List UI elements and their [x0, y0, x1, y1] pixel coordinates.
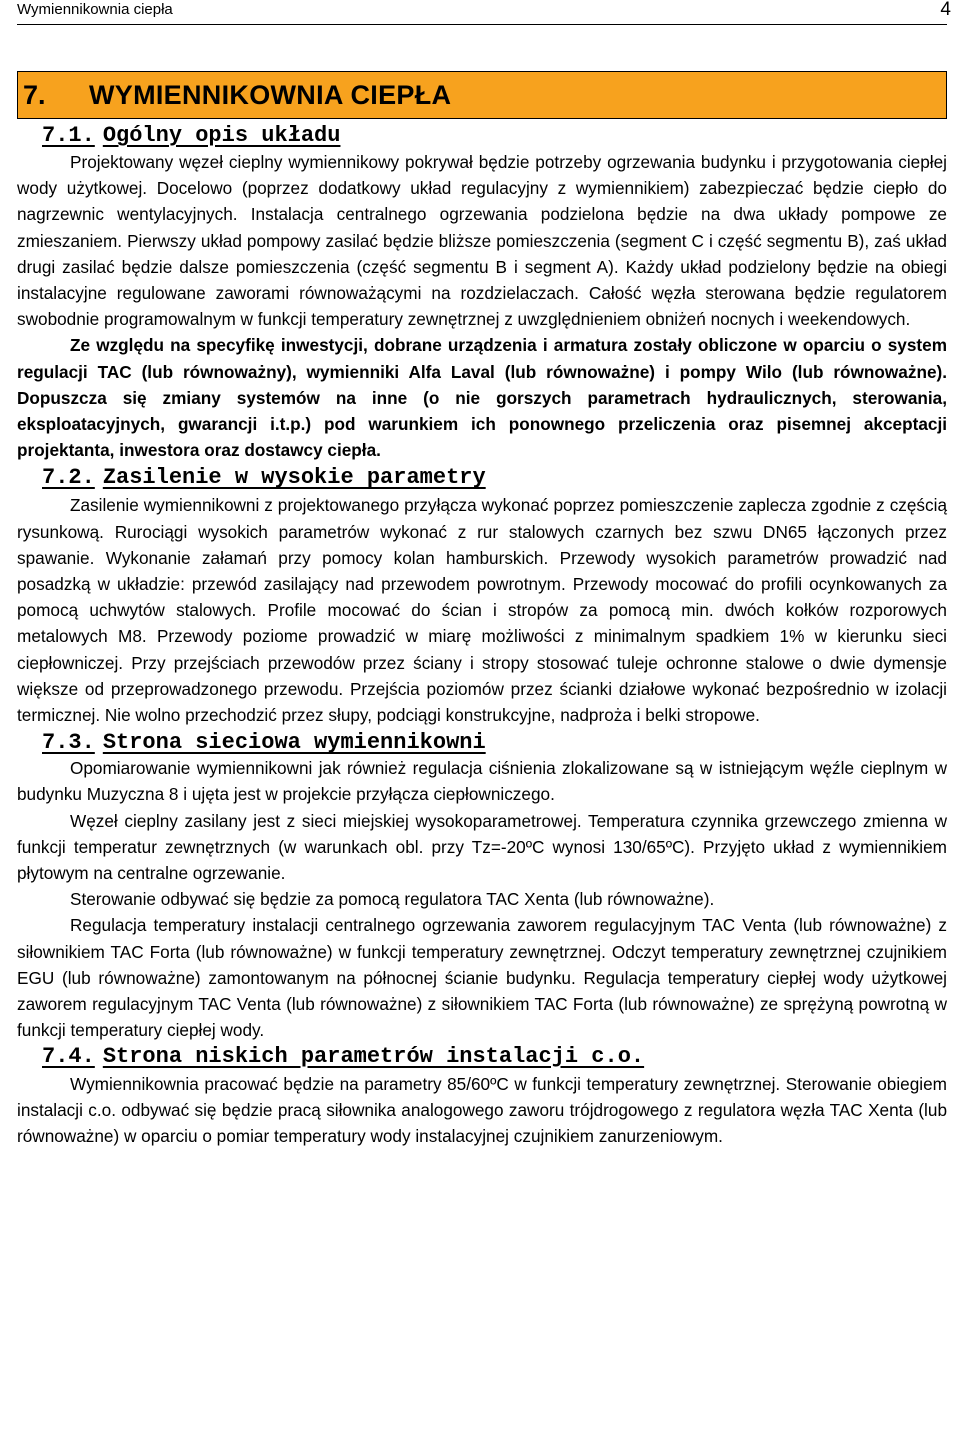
- section-title: Strona sieciowa wymiennikowni: [102, 730, 486, 756]
- section-title: Zasilenie w wysokie parametry: [102, 465, 486, 491]
- section-number: 7.3.: [42, 730, 95, 756]
- chapter-title: WYMIENNIKOWNIA CIEPŁA: [89, 79, 452, 110]
- section-heading-7-2: [42, 465, 947, 490]
- chapter-heading: [17, 71, 947, 119]
- section-number: 7.1.: [42, 123, 95, 148]
- page-number: 4: [940, 0, 951, 20]
- paragraph: Projektowany węzeł cieplny wymiennikowy pokrywał będzie potrzeby ogrzewania budynku i przygotowania ciepłej wody użytkowej. Docelowo (poprzez dodatkowy układ regulacyjny z wymiennikiem) zabezpieczać będzie ciepło do nagrzewnic wentylacyjnych. Instalacja centralnego ogrzewania podzielona będzie na dwa układy pompowe ze zmieszaniem. Pierwszy układ pompowy zasilać będzie bliższe pomieszczenia (segment C i część segmentu B), zaś układ drugi zasilać będzie dalsze pomieszczenia (część segmentu B i segment A). Każdy układ podzielony będzie na obiegi instalacyjne regulowane zaworami równoważącymi na rozdzielaczach. Całość węzła sterowana będzie regulatorem swobodnie programowalnym w funkcji temperatury zewnętrznej z uwzględnieniem obniżeń nocnych i weekendowych.: [17, 152, 947, 330]
- section-heading-7-3: [42, 730, 947, 755]
- section-number: 7.2.: [42, 465, 95, 491]
- section-title: Strona niskich parametrów instalacji c.o.: [102, 1043, 645, 1069]
- paragraph: Regulacja temperatury instalacji centralnego ogrzewania zaworem regulacyjnym TAC Venta (lub równoważne) z siłownikiem TAC Forta (lub równoważne) w funkcji temperatury zewnętrznej. Odczyt temperatury zewnętrznej czujnikiem EGU (lub równoważne) zamontowanym na północnej ścianie budynku. Regulacja temperatury ciepłej wody użytkowej zaworem regulacyjnym TAC Venta (lub równoważne) z siłownikiem TAC Forta (lub równoważne) ze sprężyną powrotną w funkcji temperatury ciepłej wody.: [17, 915, 947, 1041]
- document-page: [17, 0, 951, 1149]
- section-heading-7-4: [42, 1044, 947, 1069]
- paragraph: Wymiennikownia pracować będzie na parametry 85/60ºC w funkcji temperatury zewnętrznej. Sterowanie obiegiem instalacji c.o. odbywać się będzie pracą siłownika analogowego zaworu trójdrogowego z regulatora węzła TAC Xenta (lub równoważne) w oparciu o pomiar temperatury wody instalacyjnej czujnikiem zanurzeniowym.: [17, 1073, 947, 1146]
- chapter-number: 7.: [23, 79, 46, 110]
- section-title: Ogólny opis układu: [102, 123, 341, 148]
- running-header-title: Wymiennikownia ciepła: [17, 1, 173, 18]
- paragraph: Opomiarowanie wymiennikowni jak również regulacja ciśnienia zlokalizowane są w istniejącym węźle cieplnym w budynku Muzyczna 8 i ujęta jest w projekcie przyłącza ciepłowniczego.: [17, 758, 947, 805]
- section-heading-7-1: [42, 123, 947, 148]
- running-header: [17, 0, 951, 25]
- section-number: 7.4.: [42, 1043, 95, 1069]
- paragraph: Sterowanie odbywać się będzie za pomocą regulatora TAC Xenta (lub równoważne).: [70, 889, 715, 910]
- paragraph: Zasilenie wymiennikowni z projektowanego przyłącza wykonać poprzez pomieszczenie zaplecza zgodnie z częścią rysunkową. Rurociągi wysokich parametrów wykonać z rur stalowych czarnych bez szwu DN65 łączonych przez spawanie. Wykonanie załamań przy pomocy kolan hamburskich. Przewody wysokich parametrów prowadzić nad posadzką w układzie: przewód zasilający nad przewodem powrotnym. Przewody mocować do profili ocynkowanych za pomocą uchwytów stalowych. Profile mocować do ścian i stropów za pomocą min. dwóch kołków rozporowych metalowych M8. Przewody poziome prowadzić w miarę możliwości z minimalnym spadkiem 1% w kierunku sieci ciepłowniczej. Przy przejściach przewodów przez ściany i stropy stosować tuleje ochronne stalowe o dwie dymensje większe od przeprowadzonego przewodu. Przejścia poziomów przez ścianki działowe wykonać bezpośrednio w izolacji termicznej. Nie wolno przechodzić przez słupy, podciągi konstrukcyjne, nadproża i belki stropowe.: [17, 495, 947, 726]
- paragraph-bold: Ze względu na specyfikę inwestycji, dobrane urządzenia i armatura zostały obliczone w oparciu o system regulacji TAC (lub równoważny), wymienniki Alfa Laval (lub równoważne) i pompy Wilo (lub równoważne). Dopuszcza się zmiany systemów na inne (o nie gorszych parametrach hydraulicznych, sterowania, eksploatacyjnych, gwarancji i.t.p.) pod warunkiem ich ponownego przeliczenia oraz pisemnej akceptacji projektanta, inwestora oraz dostawcy ciepła.: [17, 335, 947, 461]
- paragraph: Węzeł cieplny zasilany jest z sieci miejskiej wysokoparametrowej. Temperatura czynnika grzewczego zmienna w funkcji temperatur zewnętrznych (w warunkach obl. przy Tz=-20ºC wynosi 130/65ºC). Przyjęto układ z wymiennikiem płytowym na centralne ogrzewanie.: [17, 810, 947, 884]
